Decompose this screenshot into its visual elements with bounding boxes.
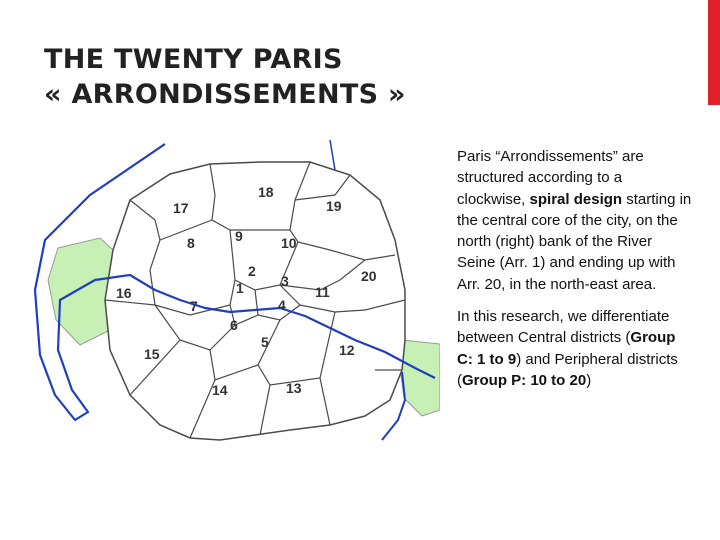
- arr-label-12: 12: [339, 342, 355, 358]
- arr-label-17: 17: [173, 200, 189, 216]
- canal-north: [330, 140, 335, 170]
- arr-label-16: 16: [116, 285, 132, 301]
- arr-label-18: 18: [258, 184, 274, 200]
- arr-label-20: 20: [361, 268, 377, 284]
- paragraph2-text-a: In this research, we differentiate between Central districts (: [457, 308, 670, 347]
- arr-label-1: 1: [236, 280, 244, 296]
- title-line-1: THE TWENTY PARIS: [44, 44, 343, 75]
- arr-label-19: 19: [326, 198, 342, 214]
- arr-label-5: 5: [261, 334, 269, 350]
- description-text: [457, 146, 692, 391]
- arr-label-15: 15: [144, 346, 160, 362]
- spiral-design-emphasis: spiral design: [529, 190, 623, 208]
- arr-label-10: 10: [281, 235, 297, 251]
- slide-title: [44, 42, 684, 112]
- map-svg: [30, 140, 440, 460]
- arr-label-8: 8: [187, 235, 195, 251]
- group-c-emphasis: Group C: 1 to 9: [457, 329, 676, 368]
- arr-label-4: 4: [278, 297, 286, 313]
- arr-label-9: 9: [235, 228, 243, 244]
- arr-label-13: 13: [286, 380, 302, 396]
- paragraph2-text-c: ): [586, 371, 592, 389]
- paragraph1-text-b: starting in the central core of the city, on the north (right) bank of the River Seine (Arr. 1) and ending up with Arr. 20, in the north-east area.: [457, 190, 692, 293]
- arr-label-11: 11: [315, 284, 330, 300]
- title-line-2: « ARRONDISSEMENTS »: [44, 79, 406, 110]
- arr-label-2: 2: [248, 263, 256, 279]
- arr-label-6: 6: [230, 317, 238, 333]
- arr-label-7: 7: [190, 298, 198, 314]
- city-boundary: [105, 162, 405, 440]
- paragraph1-text-a: Paris “Arrondissements” are structured according to a clockwise,: [457, 148, 644, 208]
- paris-arrondissements-map: [30, 140, 440, 460]
- arr-label-3: 3: [281, 273, 289, 289]
- paragraph-spiral-design: [457, 146, 692, 295]
- group-p-emphasis: Group P: 10 to 20: [462, 371, 587, 389]
- arr-label-14: 14: [212, 382, 228, 398]
- paragraph-groups: [457, 306, 692, 391]
- accent-bar: [708, 0, 720, 105]
- paragraph2-text-b: ) and Peripheral districts (: [457, 350, 678, 389]
